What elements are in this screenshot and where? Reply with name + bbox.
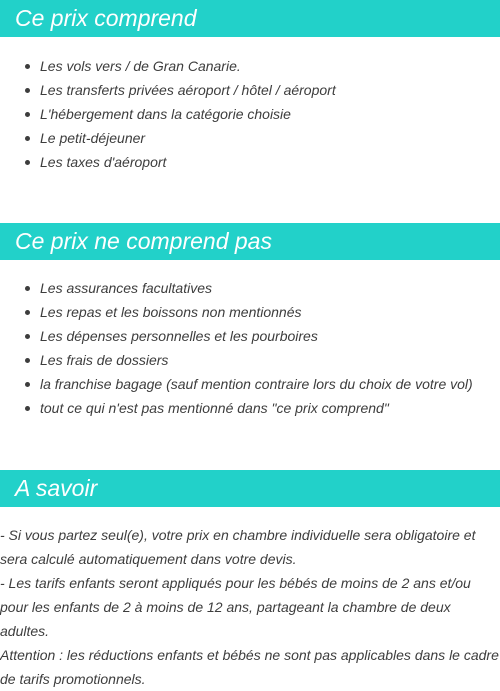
included-list: [0, 54, 336, 174]
excluded-item-label: Les dépenses personnelles et les pourboires: [40, 328, 318, 344]
excluded-section-title: Ce prix ne comprend pas: [15, 228, 272, 254]
excluded-list-item: [0, 300, 473, 324]
excluded-list-item: [0, 276, 473, 300]
included-list-item: [0, 78, 336, 102]
bullet-icon: [25, 406, 30, 411]
info-paragraph-child-rates: - Les tarifs enfants seront appliqués pour les bébés de moins de 2 ans et/ou pour les enfants de 2 à moins de 12 ans, partageant la chambre de deux adultes.: [0, 575, 471, 639]
included-list-item: [0, 150, 336, 174]
excluded-list-item: [0, 396, 473, 420]
excluded-item-label: Les frais de dossiers: [40, 352, 169, 368]
bullet-icon: [25, 136, 30, 141]
included-item-label: Le petit-déjeuner: [40, 130, 146, 146]
bullet-icon: [25, 160, 30, 165]
excluded-list-item: [0, 324, 473, 348]
bullet-icon: [25, 358, 30, 363]
included-list-item: [0, 54, 336, 78]
info-body: [0, 523, 500, 691]
info-paragraph-single-supplement: - Si vous partez seul(e), votre prix en chambre individuelle sera obligatoire et sera calculé automatiquement dans votre devis.: [0, 527, 476, 567]
excluded-list-item: [0, 372, 473, 396]
info-section-title: A savoir: [15, 475, 98, 501]
included-item-label: Les vols vers / de Gran Canarie.: [40, 58, 241, 74]
info-paragraph-attention: Attention : les réductions enfants et bébés ne sont pas applicables dans le cadre de tarifs promotionnels.: [0, 647, 499, 687]
bullet-icon: [25, 112, 30, 117]
excluded-section-header: [0, 223, 500, 260]
included-item-label: Les taxes d'aéroport: [40, 154, 167, 170]
excluded-item-label: la franchise bagage (sauf mention contraire lors du choix de votre vol): [40, 376, 473, 392]
info-section-header: [0, 470, 500, 507]
bullet-icon: [25, 286, 30, 291]
included-section-header: [0, 0, 500, 37]
bullet-icon: [25, 310, 30, 315]
included-item-label: Les transferts privées aéroport / hôtel / aéroport: [40, 82, 336, 98]
excluded-item-label: tout ce qui n'est pas mentionné dans "ce prix comprend": [40, 400, 389, 416]
included-list-item: [0, 126, 336, 150]
bullet-icon: [25, 334, 30, 339]
bullet-icon: [25, 88, 30, 93]
bullet-icon: [25, 382, 30, 387]
excluded-item-label: Les assurances facultatives: [40, 280, 212, 296]
included-list-item: [0, 102, 336, 126]
excluded-list-item: [0, 348, 473, 372]
included-section-title: Ce prix comprend: [15, 5, 197, 31]
excluded-item-label: Les repas et les boissons non mentionnés: [40, 304, 302, 320]
excluded-list: [0, 276, 473, 420]
bullet-icon: [25, 64, 30, 69]
included-item-label: L'hébergement dans la catégorie choisie: [40, 106, 291, 122]
